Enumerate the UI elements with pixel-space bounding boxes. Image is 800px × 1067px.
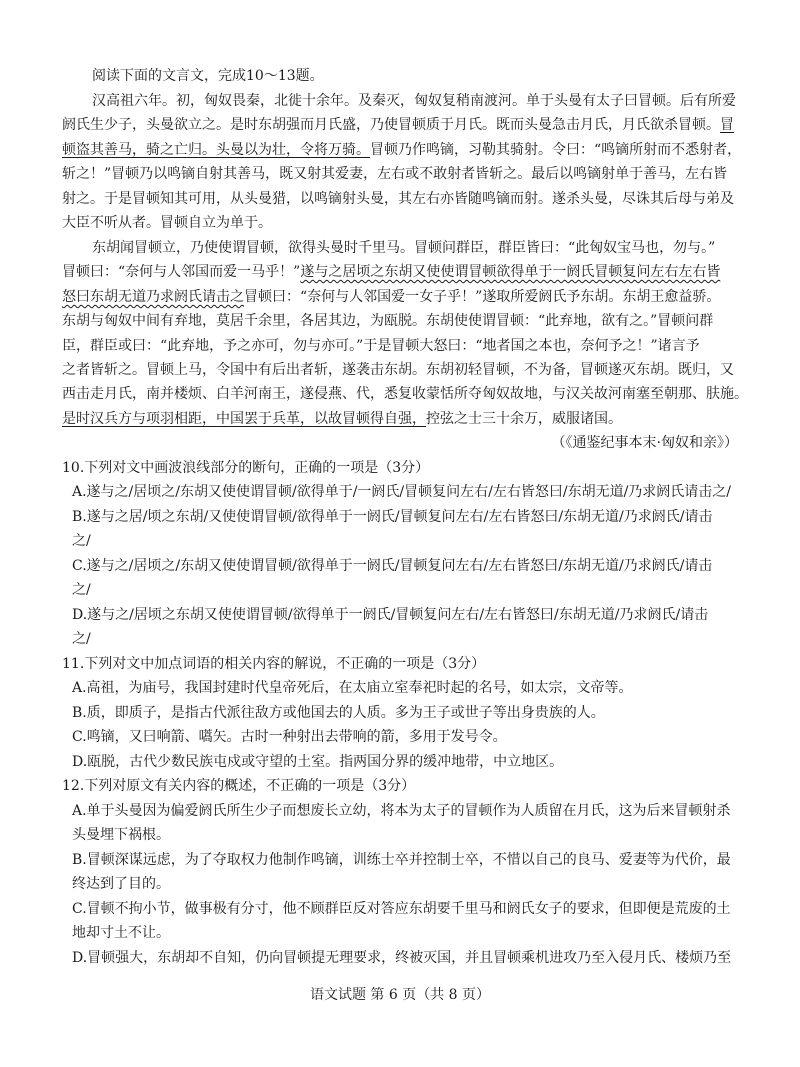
option-12a: A.单于头曼因为偏爱阏氏所生少子而想废长立幼，将本为太子的冒顿作为人质留在月氏，这为后来冒顿射杀 xyxy=(72,803,731,819)
option-10b-cont: 之/ xyxy=(72,533,91,549)
passage-line: 阏氏生少子，头曼欲立之。是时东胡强而月氏盛，乃使冒顿质于月氏。既而头曼急击月氏，月氏欲杀冒顿。冒 xyxy=(62,117,734,133)
passage-line: 西击走月氏，南并楼烦、白羊河南王，遂侵燕、代，悉复收蒙恬所夺匈奴故地，与汉关故河南塞至朝那、肤施。 xyxy=(62,386,748,402)
passage-line: 大臣不听从者。冒顿自立为单于。 xyxy=(62,215,272,231)
passage-line: 臣，群臣或曰：“此弃地，予之亦可，勿与亦可。”于是冒顿大怒曰：“地者国之本也，奈何予之！”诸言予 xyxy=(62,338,700,354)
passage-line: 射之。于是冒顿知其可用，从头曼猎，以鸣镝射头曼，其左右亦皆随鸣镝而射。遂杀头曼，尽诛其后母与弟及 xyxy=(62,191,734,207)
option-10c-cont: 之/ xyxy=(72,582,91,598)
passage-instruction: 阅读下面的文言文，完成10～13题。 xyxy=(92,68,324,84)
question-12-stem: 12.下列对原文有关内容的概述，不正确的一项是（3分） xyxy=(62,778,416,794)
option-11b: B.质，即质子，是指古代派往敌方或他国去的人质。多为王子或世子等出身贵族的人。 xyxy=(72,705,605,721)
passage-line: 顿盗其善马，骑之亡归。头曼以为壮，令将万骑。冒顿乃作鸣镝，习勒其骑射。令曰：“鸣镝所射而不悉射者， xyxy=(62,142,742,158)
option-10d-cont: 之/ xyxy=(72,631,91,647)
option-12c: C.冒顿不拘小节，做事极有分寸，他不顾群臣反对答应东胡要千里马和阏氏女子的要求，但即便是荒废的土 xyxy=(72,901,731,917)
option-12c-cont: 地却寸土不让。 xyxy=(72,925,170,941)
passage-line: 东胡闻冒顿立，乃使使谓冒顿，欲得头曼时千里马。冒顿问群臣，群臣皆曰：“此匈奴宝马也，勿与。” xyxy=(92,240,716,256)
option-10d: D.遂与之/居顷之东胡又使使谓冒顿/欲得单于一阏氏/冒顿复问左右/左右皆怒曰/东胡无道/乃求阏氏/请击 xyxy=(72,607,709,623)
passage-line: 冒顿曰：“奈何与人邻国而爱一马乎！”遂与之居顷之东胡又使使谓冒顿欲得单于一阏氏冒顿复问左右左右皆 xyxy=(62,264,721,280)
underlined-phrase: 冒 xyxy=(720,117,734,133)
question-10-stem: 10.下列对文中画波浪线部分的断句，正确的一项是（3分） xyxy=(62,460,430,476)
option-11c: C.鸣镝，又曰响箭、嚆矢。古时一种射出去带响的箭，多用于发号令。 xyxy=(72,729,507,745)
passage-line: 斩之！”冒顿乃以鸣镝自射其善马，既又射其爱妻，左右或不敢射者皆斩之。最后以鸣镝射单于善马，左右皆 xyxy=(62,166,728,182)
option-10c: C.遂与之/居顷之/东胡又使使谓冒顿/欲得单于一阏氏/冒顿复问左右/左右皆怒曰/东胡无道/乃求阏氏/请击 xyxy=(72,558,713,574)
underlined-phrase: 是时汉兵方与项羽相距，中国罢于兵革，以故冒顿得自强， xyxy=(62,411,426,427)
option-12d: D.冒顿强大，东胡却不自知，仍向冒顿提无理要求，终被灭国，并且冒顿乘机进攻乃至入侵月氏、楼烦乃至 xyxy=(72,950,732,966)
page-footer: 语文试题 第 6 页（共 8 页） xyxy=(309,987,491,1003)
wavy-underlined-phrase: 遂与之居顷之东胡又使使谓冒顿欲得单于一阏氏冒顿复问左右左右皆 xyxy=(300,264,721,280)
option-11d: D.瓯脱，古代少数民族屯戍或守望的土室。指两国分界的缓冲地带，中立地区。 xyxy=(72,754,564,770)
passage-line: 怒曰东胡无道乃求阏氏请击之冒顿曰：“奈何与人邻国爱一女子乎！”遂取所爱阏氏予东胡。东胡王愈益骄。 xyxy=(62,289,721,305)
question-11-stem: 11.下列对文中加点词语的相关内容的解说，不正确的一项是（3分） xyxy=(62,656,486,672)
passage-line: 之者皆斩之。冒顿上马，令国中有后出者斩，遂袭击东胡。东胡初轻冒顿，不为备，冒顿遂灭东胡。既归，又 xyxy=(62,362,734,378)
wavy-underlined-phrase: 怒曰东胡无道乃求阏氏请击之 xyxy=(62,289,244,305)
option-10b: B.遂与之居/顷之东胡/又使使谓冒顿/欲得单于一阏氏/冒顿复问左右/左右皆怒曰/东胡无道/乃求阏氏/请击 xyxy=(72,509,713,525)
passage-line: 汉高祖六年。初，匈奴畏秦，北徙十余年。及秦灭，匈奴复稍南渡河。单于头曼有太子曰冒顿。后有所爱 xyxy=(92,93,736,109)
passage-line: 东胡与匈奴中间有弃地，莫居千余里，各居其边，为瓯脱。东胡使使谓冒顿：“此弃地，欲有之。”冒顿问群 xyxy=(62,313,714,329)
passage-line: 是时汉兵方与项羽相距，中国罢于兵革，以故冒顿得自强，控弦之士三十余万，威服诸国。 xyxy=(62,411,622,427)
option-10a: A.遂与之/居顷之/东胡又使使谓冒顿/欲得单于/一阏氏/冒顿复问左右/左右皆怒曰/东胡无道/乃求阏氏请击之/ xyxy=(72,484,732,500)
underlined-phrase: 顿盗其善马，骑之亡归。头曼以为壮，令将万骑。 xyxy=(62,142,370,158)
option-11a: A.高祖，为庙号，我国封建时代皇帝死后，在太庙立室奉祀时起的名号，如太宗，文帝等。 xyxy=(72,680,633,696)
option-12a-cont: 头曼埋下祸根。 xyxy=(72,827,170,843)
passage-source: （《通鉴纪事本末·匈奴和亲》） xyxy=(551,435,738,451)
option-12b: B.冒顿深谋远虑，为了夺取权力他制作鸣镝，训练士卒并控制士卒，不惜以自己的良马、爱妻等为代价，最 xyxy=(72,852,731,868)
option-12b-cont: 终达到了目的。 xyxy=(72,876,170,892)
